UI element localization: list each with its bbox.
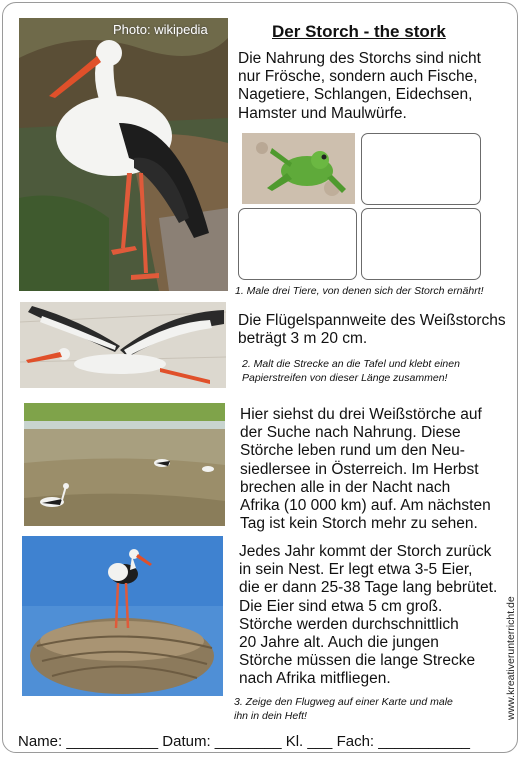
flying-stork-photo [20, 302, 226, 388]
text-line: brechen alle in der Nacht nach [240, 478, 451, 496]
drawing-box[interactable] [238, 208, 357, 280]
text-line: Die Nahrung des Storchs sind nicht [238, 50, 481, 67]
photo-credit: Photo: wikipedia [113, 22, 208, 37]
text-line: Hier siehst du drei Weißstörche auf [240, 406, 482, 423]
text-line: Nagetiere, Schlangen, Eidechsen, [238, 86, 473, 104]
text-line: Störche leben rund um den Neu- [240, 442, 465, 460]
text-line: Die Flügelspannweite des Weißstorchs [238, 312, 506, 329]
storks-field-photo [24, 403, 225, 526]
text-line: Hamster und Maulwürfe. [238, 104, 407, 122]
text-line: 20 Jahre alt. Auch die jungen [239, 634, 439, 652]
drawing-box[interactable] [361, 133, 481, 205]
task-line: ihn in dein Heft! [234, 709, 307, 722]
task-line: 2. Malt die Strecke an die Tafel und klebt einen [242, 358, 460, 370]
footer-fields[interactable]: Name: ___________ Datum: ________ Kl. ___ Fach: ___________ [18, 733, 471, 750]
stork-standing-photo [19, 18, 228, 291]
task-2 [242, 358, 460, 385]
page-title: Der Storch - the stork [272, 22, 446, 41]
side-credit: www.kreativerunterricht.de [505, 596, 517, 720]
food-paragraph [238, 50, 481, 123]
drawing-box[interactable] [361, 208, 481, 280]
text-line: Afrika (10 000 km) auf. Am nächsten [240, 497, 491, 515]
text-line: Die Eier sind etwa 5 cm groß. [239, 597, 443, 615]
text-line: Störche werden durchschnittlich [239, 615, 459, 633]
task-line: 3. Zeige den Flugweg auf einer Karte und male [234, 696, 453, 708]
text-line: die er dann 25-38 Tage lang bebrütet. [239, 579, 498, 597]
text-line: Jedes Jahr kommt der Storch zurück [239, 543, 492, 560]
storks-field-paragraph [240, 406, 491, 533]
task-3 [234, 696, 453, 723]
text-line: Störche müssen die lange Strecke [239, 652, 476, 670]
text-line: beträgt 3 m 20 cm. [238, 330, 368, 348]
frog-photo [242, 133, 355, 204]
stork-nest-photo [22, 536, 223, 696]
text-line: Tag ist kein Storch mehr zu sehen. [240, 515, 478, 533]
text-line: nur Frösche, sondern auch Fische, [238, 68, 478, 86]
task-line: Papierstreifen von dieser Länge zusammen! [242, 371, 448, 384]
text-line: siedlersee in Österreich. Im Herbst [240, 460, 479, 478]
task-1: 1. Male drei Tiere, von denen sich der Storch ernährt! [235, 285, 484, 297]
text-line: nach Afrika mitfliegen. [239, 670, 391, 688]
text-line: der Suche nach Nahrung. Diese [240, 424, 461, 442]
nest-paragraph [239, 543, 497, 689]
text-line: in sein Nest. Er legt etwa 3-5 Eier, [239, 561, 473, 579]
wingspan-paragraph [238, 312, 506, 348]
